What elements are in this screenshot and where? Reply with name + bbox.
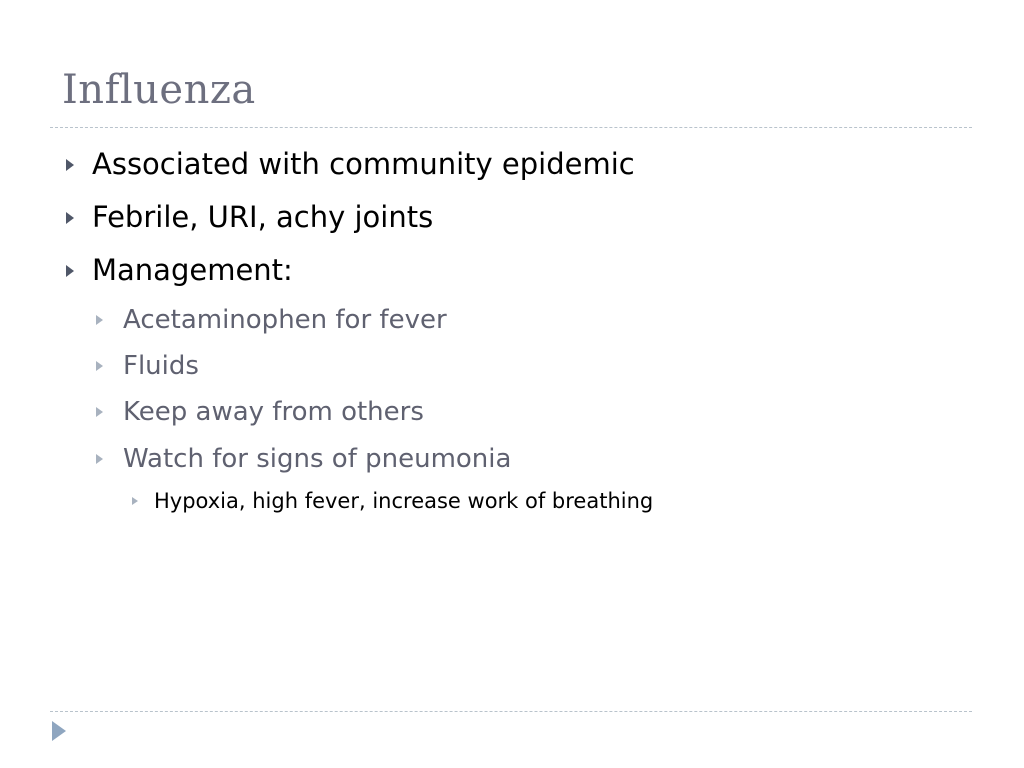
bullet-item [92,147,635,181]
bullet-text: Associated with community epidemic [92,147,635,181]
bullet-text: Acetaminophen for fever [123,305,447,335]
footer-divider [50,711,972,712]
bullet-item [92,200,434,234]
bullet-marker-icon [96,407,103,417]
bullet-text: Watch for signs of pneumonia [123,444,512,474]
bullet-marker-icon [66,265,74,277]
bullet-text: Fluids [123,351,199,381]
bullet-marker-icon [132,497,138,505]
bullet-text: Hypoxia, high fever, increase work of breathing [154,489,654,513]
bullet-text: Management: [92,253,293,287]
sub-bullet-item [123,399,424,425]
sub-bullet-item [123,446,511,472]
bullet-marker-icon [96,315,103,325]
bullet-marker-icon [66,212,74,224]
sub-bullet-item [123,353,199,379]
bullet-marker-icon [96,361,103,371]
sub-bullet-item [123,307,447,333]
bullet-marker-icon [66,159,74,171]
sub-sub-bullet-item [154,491,653,512]
bullet-item [92,253,293,287]
bullet-text: Keep away from others [123,397,424,427]
slide-title: Influenza [62,67,256,113]
bullet-text: Febrile, URI, achy joints [92,200,434,234]
next-slide-icon[interactable] [52,721,66,741]
bullet-marker-icon [96,454,103,464]
